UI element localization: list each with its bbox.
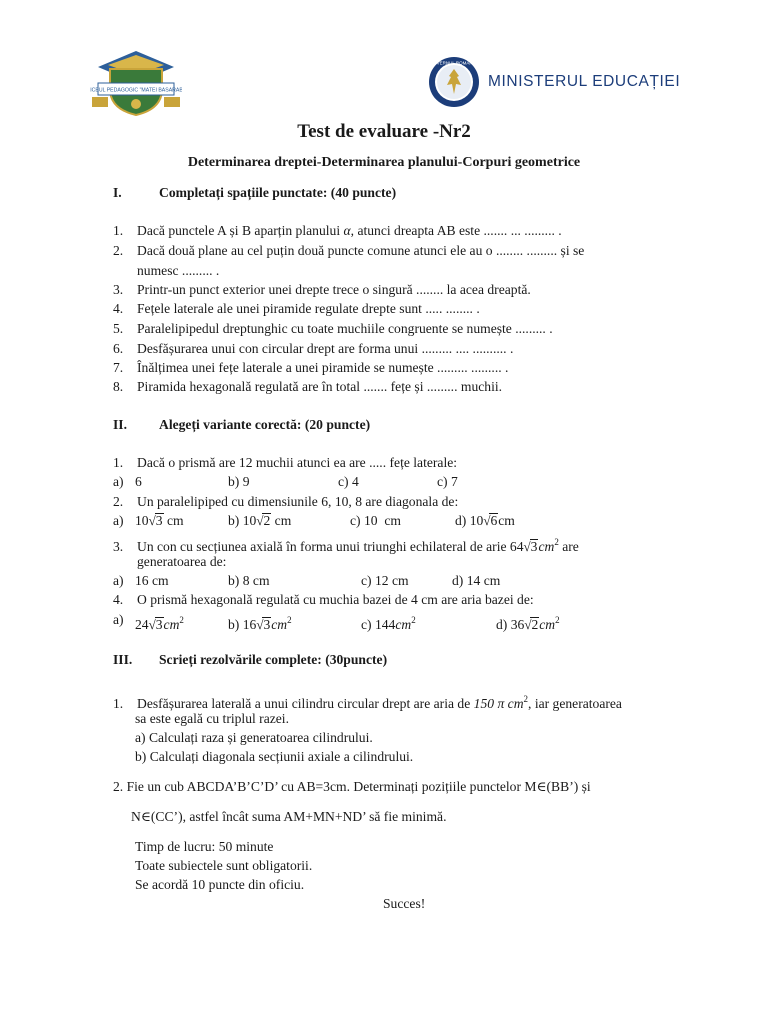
option-d: d) $36√2cm^2$ [496, 615, 560, 632]
list-item: 2. Dacă două plane au cel puțin două puncte comune atunci ele au o ........ ......... și se [113, 243, 585, 258]
section-2-title: Alegeți variante corectă: (20 puncte) [159, 417, 371, 432]
good-luck: Succes! [383, 896, 426, 911]
problem-2: 2. Fie un cub ABCDA’B’C’D’ cu AB=3cm. Determinați pozițiile punctelor M∈(BB’) și [113, 779, 591, 794]
page-subtitle: Determinarea dreptei-Determinarea planului-Corpuri geometrice [187, 155, 581, 170]
problem-1-line-2: sa este egală cu triplul razei. [135, 711, 289, 726]
option-a: 16 cm [135, 573, 169, 588]
section-1-title: Completați spațiile punctate: (40 puncte) [159, 185, 397, 200]
option-d: c) 7 [437, 474, 458, 489]
time-limit: Timp de lucru: 50 minute [135, 839, 274, 854]
problem-1: 1. Desfășurarea laterală a unui cilindru circular drept are aria de 150 π $cm^2$, iar generatoarea [113, 694, 622, 711]
section-3-heading [113, 651, 388, 669]
list-item: 3. Printr-un punct exterior unei drepte trece o singură ........ la acea dreaptă. [113, 282, 531, 297]
list-item: 7. Înălțimea unei fețe laterale a unei piramide se numește ......... ......... . [113, 360, 509, 375]
page-title: Test de evaluare -Nr2 [297, 121, 471, 142]
section-1-roman: I. [113, 185, 122, 200]
document-page: LICEUL PEDAGOGIC "MATEI BASARAB" GUVERNUL ROMÂNIEI MINISTERUL EDUCAȚIEI Test de evaluare -Nr2 Determinarea dreptei-Determinarea planului-Corpuri geometrice I. Completați spațiile punctate: (40 puncte) 1. Dacă punctele A și B aparțin planului α, atunci dreapta AB este ....... ... ......... . 2. Dacă două plane au cel puțin două puncte comune atunci ele au o ........ ......... și se numesc ......... . 3. Printr-un punct exterior unei drepte trece o singură ........ la acea dreaptă. 4. Fețele laterale ale unei piramide regulate drepte sunt ..... ........ . 5. Paralelipipedul dreptunghic cu toate muchiile congruente se numește ......... . 6. Desfășurarea unui con circular drept are forma unui ......... .... .......... . 7. Înălțimea unei fețe laterale a unei piramide se numește ......... ......... . 8. Piramida hexagonală regulată are în total ....... fețe și ......... muchii. II. Alegeți variante corectă: (20 puncte) 1. Dacă o prismă are 12 muchii atunci ea are ..... fețe laterale: a) 6 b) 9 c) 4 c) 7 2. Un paralelipiped cu dimensiunile 6, 10, 8 are diagonala de: a) 10√3 cm b) 10√2 cm c) 10 cm d) 10√6cm 3. Un con cu secțiunea axială în forma unui triunghi echilateral de arie $64√3cm^2$ are generatoarea de: a) 16 cm b) 8 cm c) 12 cm d) 14 cm 4. O prismă hexagonală regulată cu muchia bazei de 4 cm are aria bazei de: a) $24√3cm^2$ b) $16√3cm^2$ c) $144cm^2$ d) $36√2cm^2$ III. Scrieți rezolvările complete: (30puncte) 1. Desfășurarea laterală a unui cilindru circular drept are aria de 150 π $cm^2$, iar generatoarea sa este egală cu triplul razei. a) Calculați raza și generatoarea cilindrului. b) Calculați diagonala secțiunii axiale a cilindrului. 2. Fie un cub ABCDA’B’C’D’ cu AB=3cm. Determinați pozițiile punctelor M∈(BB’) și N∈(CC’), astfel încât suma AM+MN+ND’ să fie minimă. Timp de lucru: 50 minute Toate subiectele sunt obligatorii. Se acordă 10 puncte din oficiu. Succes! [0, 0, 768, 1024]
option-b: b) $16√3cm^2$ [228, 615, 292, 632]
ministry-name: MINISTERUL EDUCAȚIEI [488, 73, 681, 90]
option-c: c) 12 cm [361, 573, 409, 588]
section-3-roman: III. [113, 652, 133, 667]
points-note: Se acordă 10 puncte din oficiu. [135, 877, 305, 892]
question-3: 3. Un con cu secțiunea axială în forma unui triunghi echilateral de arie $64√3cm^2$ are [113, 537, 579, 554]
option-a: 10√3 cm [135, 513, 184, 528]
list-item: 4. Fețele laterale ale unei piramide regulate drepte sunt ..... ........ . [113, 301, 480, 316]
problem-1-a: a) Calculați raza și generatoarea cilindrului. [135, 730, 373, 745]
ministry-logo [428, 56, 680, 108]
school-logo [90, 45, 182, 119]
list-item: 1. Dacă punctele A și B aparțin planului α, atunci dreapta AB este ....... ... ......... . [113, 223, 562, 238]
list-item: 5. Paralelipipedul dreptunghic cu toate muchiile congruente se numește ......... . [113, 321, 553, 336]
problem-2-line-2: N∈(CC’), astfel încât suma AM+MN+ND’ să fie minimă. [131, 809, 447, 824]
option-b: b) 8 cm [228, 573, 270, 588]
question-4: 4. O prismă hexagonală regulată cu muchia bazei de 4 cm are aria bazei de: [113, 592, 534, 607]
government-seal-icon [428, 56, 480, 108]
school-logo-text: LICEUL PEDAGOGIC "MATEI BASARAB" [90, 87, 182, 94]
option-a: 6 [135, 474, 142, 489]
list-item: 8. Piramida hexagonală regulată are în total ....... fețe și ......... muchii. [113, 379, 503, 394]
problem-1-b: b) Calculați diagonala secțiunii axiale a cilindrului. [135, 749, 414, 764]
question-1: 1. Dacă o prismă are 12 muchii atunci ea are ..... fețe laterale: [113, 455, 458, 470]
option-c: c) 10 cm [350, 513, 401, 528]
option-a: $24√3cm^2$ [135, 615, 184, 632]
option-c: c) 4 [338, 474, 359, 489]
option-d: d) 14 cm [452, 573, 501, 588]
section-1-heading [113, 184, 397, 202]
question-2: 2. Un paralelipiped cu dimensiunile 6, 10, 8 are diagonala de: [113, 494, 459, 509]
mandatory-note: Toate subiectele sunt obligatorii. [135, 858, 313, 873]
option-d: d) 10√6cm [455, 513, 515, 528]
option-b: b) 10√2 cm [228, 513, 292, 528]
list-item: 6. Desfășurarea unui con circular drept are forma unui ......... .... .......... . [113, 341, 514, 356]
seal-text: GUVERNUL ROMÂNIEI [429, 60, 479, 66]
option-c: c) $144cm^2$ [361, 615, 416, 632]
section-2-roman: II. [113, 417, 127, 432]
option-b: b) 9 [228, 474, 250, 489]
question-3-cont: generatoarea de: [137, 554, 227, 569]
section-3-title: Scrieți rezolvările complete: (30puncte) [159, 652, 388, 667]
list-item: numesc ......... . [137, 263, 220, 278]
section-2-heading [113, 416, 371, 434]
